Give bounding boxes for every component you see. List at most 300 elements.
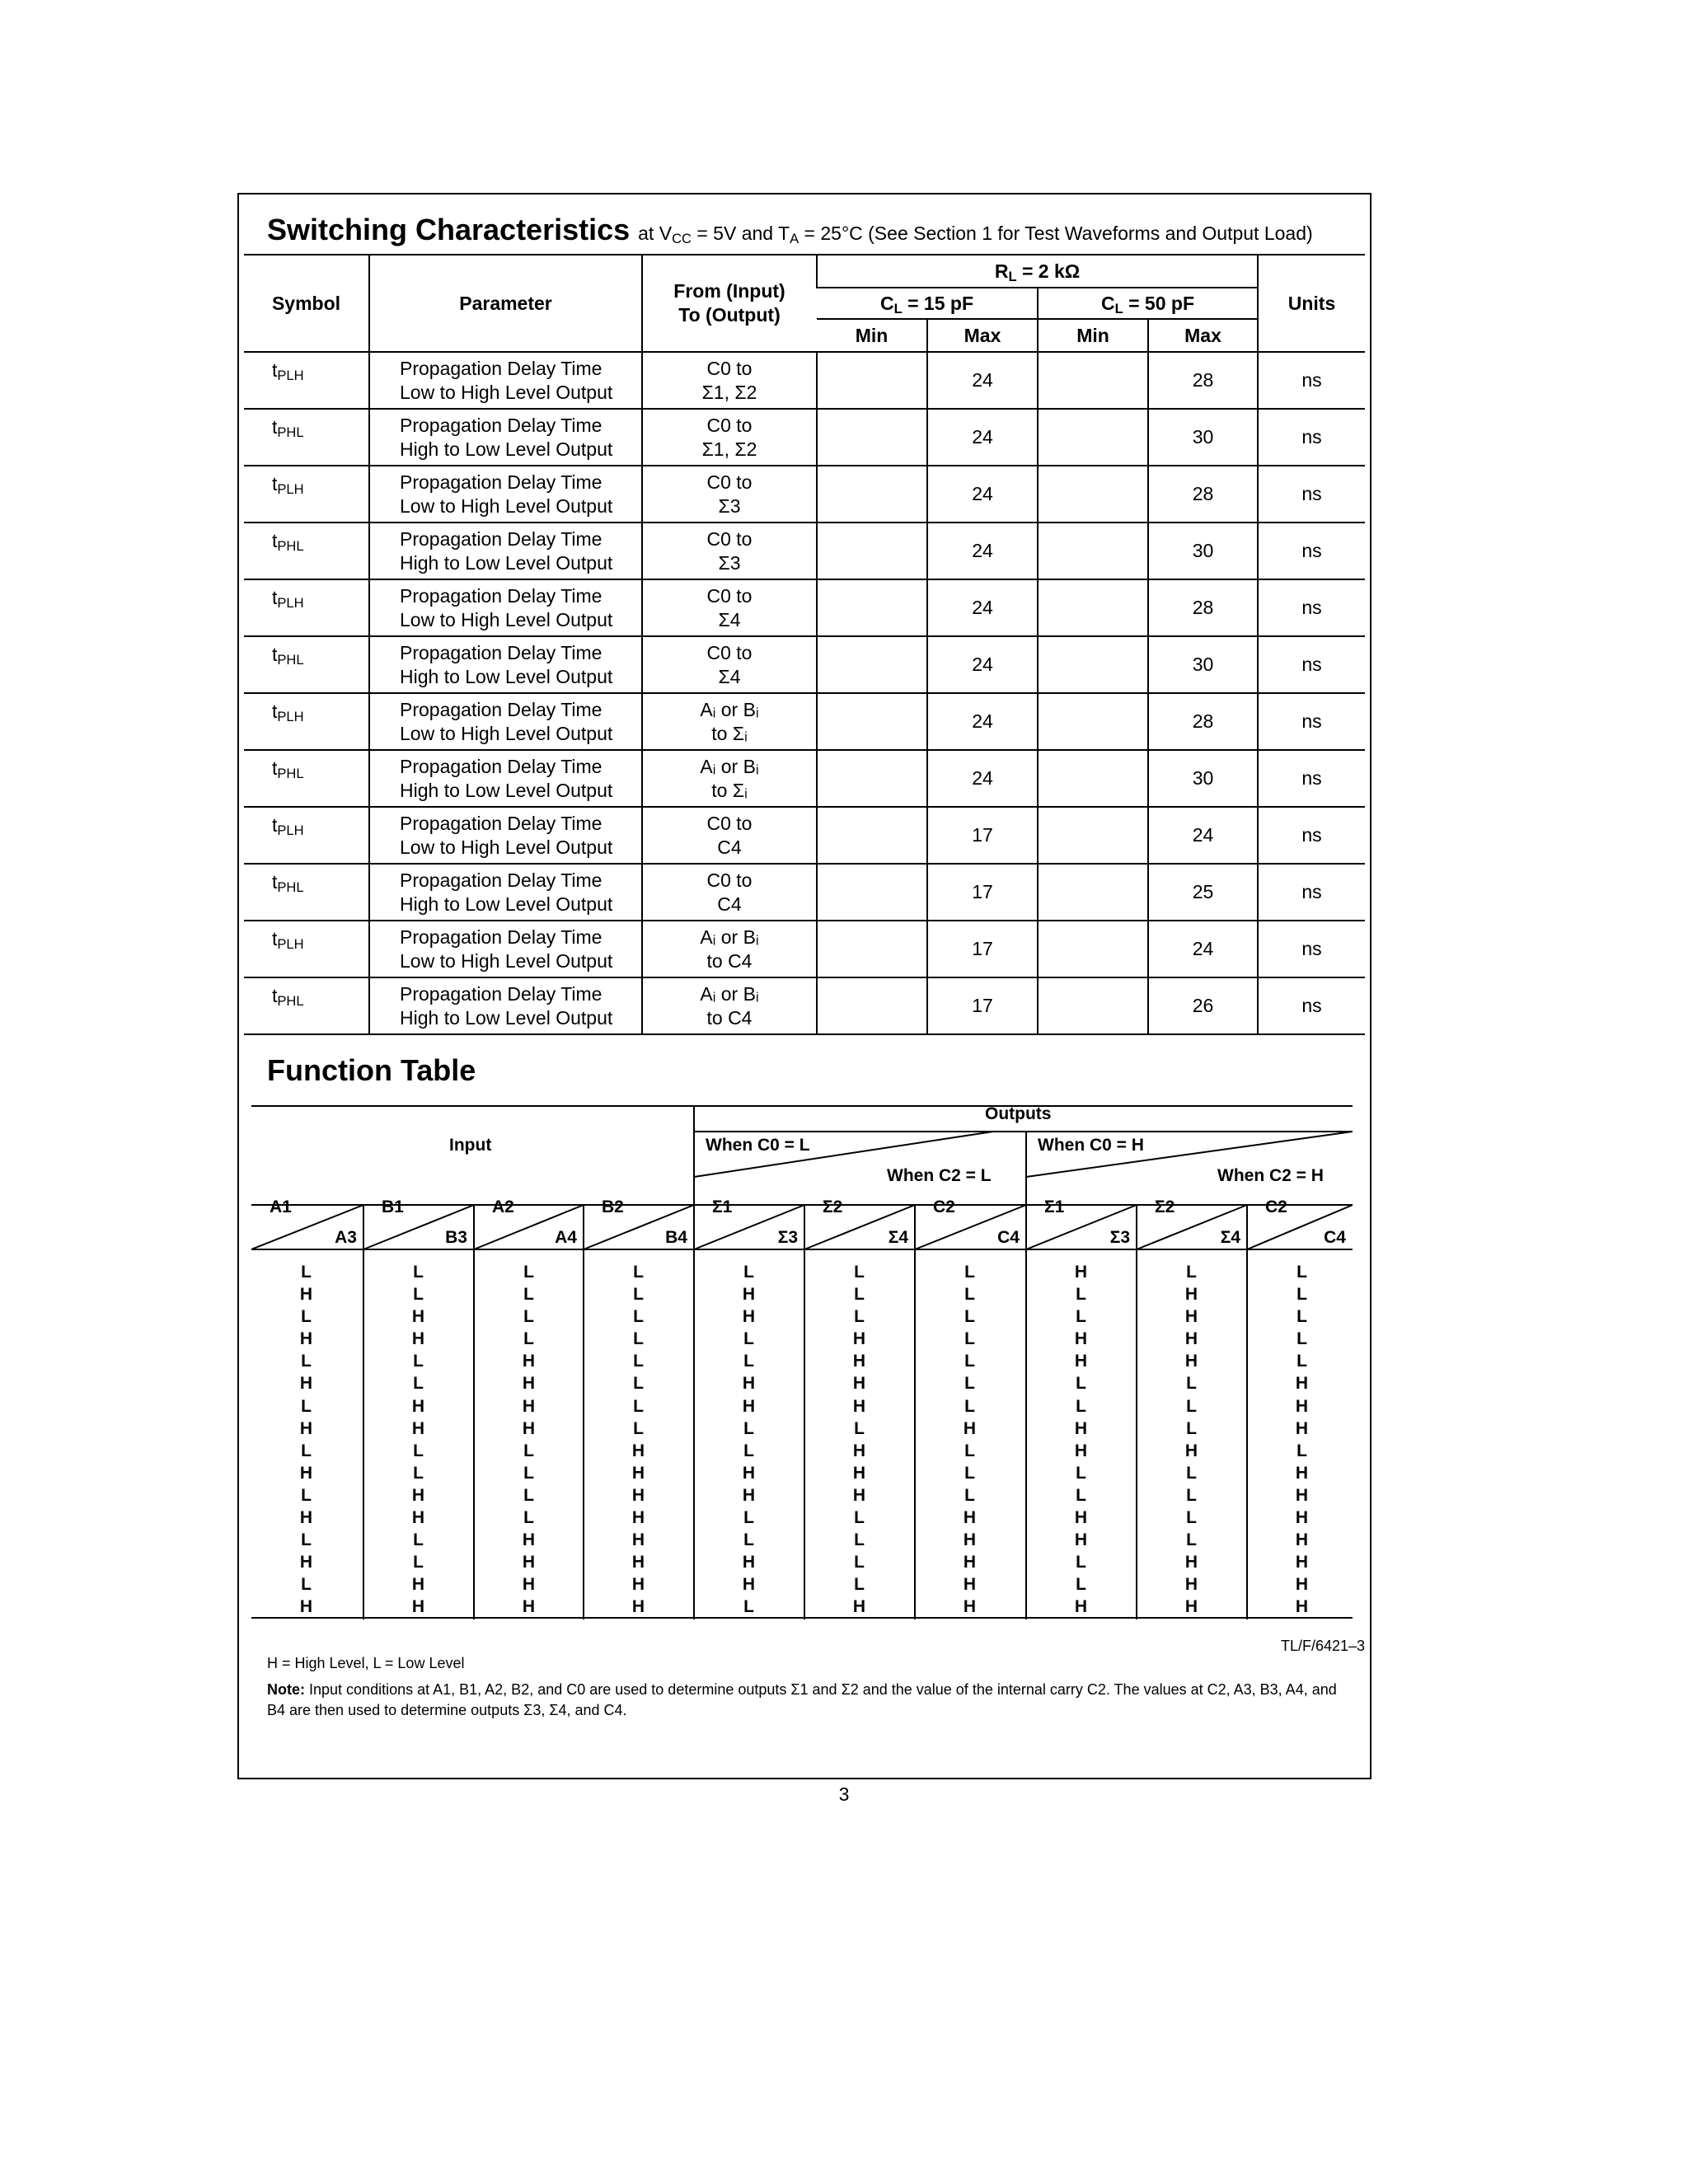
function-cell: H [1074, 1597, 1088, 1617]
function-column [694, 1261, 804, 1619]
function-column [251, 1261, 361, 1619]
column-header-top: C2 [1265, 1197, 1287, 1216]
function-cell: H [631, 1508, 645, 1528]
switching-table-header [244, 255, 1365, 352]
switching-row [244, 579, 1365, 636]
parameter-cell: Propagation Delay Time High to Low Level Output [369, 977, 642, 1034]
function-cell: H [522, 1396, 536, 1416]
parameter-cell: Propagation Delay Time Low to High Level Output [369, 466, 642, 523]
column-header-top: A1 [270, 1197, 292, 1216]
parameter-cell: Propagation Delay Time Low to High Level Output [369, 579, 642, 636]
max-15pf-cell: 24 [927, 352, 1038, 409]
column-header-bottom: B3 [445, 1228, 467, 1247]
function-cell: L [413, 1285, 424, 1305]
units-cell: ns [1258, 864, 1365, 921]
function-cell: L [301, 1307, 312, 1327]
column-header-bottom: Σ3 [777, 1228, 798, 1247]
function-cell: L [1296, 1441, 1307, 1460]
function-cell: H [742, 1307, 756, 1327]
function-cell: H [963, 1597, 977, 1617]
legend: H = High Level, L = Low Level [267, 1655, 465, 1671]
function-cell: L [1186, 1530, 1197, 1550]
min-15pf-cell [817, 409, 927, 466]
function-cell: L [523, 1307, 534, 1327]
function-cell: H [1184, 1441, 1198, 1460]
function-cell: L [743, 1263, 754, 1282]
symbol-cell: $t_{PHL}$ [272, 644, 304, 668]
function-cell: L [1186, 1485, 1197, 1505]
function-cell: H [631, 1530, 645, 1550]
header-max-50: Max [1148, 319, 1258, 352]
symbol-cell: $t_{PHL}$ [272, 985, 304, 1010]
from-to-cell: C0 to Σ4 [642, 636, 817, 693]
function-cell: H [1295, 1463, 1309, 1483]
function-cell: L [854, 1307, 865, 1327]
switching-row [244, 807, 1365, 864]
function-cell: H [1184, 1285, 1198, 1305]
function-cell: L [743, 1418, 754, 1438]
column-header-bottom: A4 [555, 1228, 577, 1247]
function-cell: H [1074, 1508, 1088, 1528]
function-cell: L [854, 1263, 865, 1282]
max-50pf-cell: 28 [1148, 579, 1258, 636]
function-cell: L [301, 1485, 312, 1505]
function-cell: L [523, 1285, 534, 1305]
min-50pf-cell [1038, 409, 1148, 466]
switching-heading: Switching Characteristics [267, 213, 631, 246]
function-cell: H [1184, 1597, 1198, 1617]
switching-row [244, 750, 1365, 807]
header-rl: $R_L = 2$ kΩ [817, 255, 1258, 288]
function-cell: L [633, 1307, 644, 1327]
parameter-cell: Propagation Delay Time Low to High Level Output [369, 921, 642, 977]
function-cell: H [742, 1575, 756, 1595]
note-text: Input conditions at A1, B1, A2, B2, and C0 are used to determine outputs Σ1 and Σ2 and the value of the internal carry C2. The values at C2, A3, B3, A4, and B4 are then used to determine outputs Σ3, Σ4, and C4. [267, 1681, 1337, 1718]
function-cell: L [1186, 1463, 1197, 1483]
parameter-cell: Propagation Delay Time High to Low Level Output [369, 636, 642, 693]
header-parameter: Parameter [369, 255, 642, 352]
function-cell: H [963, 1418, 977, 1438]
parameter-cell: Propagation Delay Time Low to High Level Output [369, 352, 642, 409]
function-cell: L [1296, 1307, 1307, 1327]
symbol-cell: $t_{PHL}$ [272, 757, 304, 782]
function-cell: H [852, 1485, 866, 1505]
min-15pf-cell [817, 636, 927, 693]
function-cell: L [854, 1553, 865, 1572]
max-50pf-cell: 30 [1148, 409, 1258, 466]
units-cell: ns [1258, 352, 1365, 409]
function-cell: H [299, 1374, 313, 1394]
function-cell: H [1074, 1329, 1088, 1349]
function-cell: H [742, 1396, 756, 1416]
units-cell: ns [1258, 523, 1365, 579]
function-cell: H [411, 1329, 425, 1349]
units-cell: ns [1258, 636, 1365, 693]
function-cell: H [631, 1463, 645, 1483]
function-cell: H [852, 1329, 866, 1349]
min-50pf-cell [1038, 352, 1148, 409]
function-cell: H [852, 1374, 866, 1394]
units-cell: ns [1258, 750, 1365, 807]
function-cell: L [413, 1530, 424, 1550]
function-cell: L [633, 1329, 644, 1349]
function-cell: L [964, 1463, 975, 1483]
switching-row [244, 921, 1365, 977]
when-c2-h-label: When C2 = H [1217, 1166, 1324, 1185]
function-cell: L [413, 1352, 424, 1371]
when-c0-h-label: When C0 = H [1038, 1136, 1144, 1155]
function-cell: L [964, 1374, 975, 1394]
function-cell: H [522, 1374, 536, 1394]
function-cell: L [413, 1263, 424, 1282]
min-50pf-cell [1038, 977, 1148, 1034]
header-units: Units [1258, 255, 1365, 352]
function-cell: H [742, 1285, 756, 1305]
function-cell: L [301, 1352, 312, 1371]
max-50pf-cell: 28 [1148, 466, 1258, 523]
from-to-cell: C0 to Σ4 [642, 579, 817, 636]
function-cell: L [1076, 1396, 1086, 1416]
function-cell: L [964, 1441, 975, 1460]
min-50pf-cell [1038, 693, 1148, 750]
switching-title [267, 213, 1313, 252]
function-cell: L [964, 1307, 975, 1327]
function-cell: H [522, 1352, 536, 1371]
function-cell: L [964, 1352, 975, 1371]
function-cell: H [1074, 1530, 1088, 1550]
function-cell: L [1296, 1263, 1307, 1282]
parameter-cell: Propagation Delay Time High to Low Level Output [369, 750, 642, 807]
function-cell: L [633, 1285, 644, 1305]
function-cell: L [854, 1575, 865, 1595]
function-cell: H [1295, 1508, 1309, 1528]
function-cell: L [743, 1329, 754, 1349]
max-50pf-cell: 30 [1148, 523, 1258, 579]
function-cell: H [299, 1418, 313, 1438]
function-cell: L [633, 1374, 644, 1394]
function-cell: L [523, 1485, 534, 1505]
units-cell: ns [1258, 579, 1365, 636]
function-cell: H [742, 1485, 756, 1505]
column-header-top: Σ2 [1155, 1197, 1175, 1216]
function-cell: L [1186, 1396, 1197, 1416]
outputs-label: Outputs [985, 1104, 1052, 1123]
symbol-cell: $t_{PLH}$ [272, 701, 304, 725]
units-cell: ns [1258, 977, 1365, 1034]
max-50pf-cell: 24 [1148, 921, 1258, 977]
function-cell: H [742, 1553, 756, 1572]
header-min-15: Min [855, 324, 889, 346]
min-15pf-cell [817, 466, 927, 523]
column-header-bottom: B4 [665, 1228, 687, 1247]
min-15pf-cell [817, 807, 927, 864]
function-cell: L [964, 1285, 975, 1305]
min-50pf-cell [1038, 864, 1148, 921]
switching-row [244, 523, 1365, 579]
units-cell: ns [1258, 466, 1365, 523]
symbol-cell: $t_{PLH}$ [272, 814, 304, 839]
function-cell: H [631, 1553, 645, 1572]
function-cell: H [1295, 1553, 1309, 1572]
max-15pf-cell: 24 [927, 693, 1038, 750]
max-15pf-cell: 24 [927, 466, 1038, 523]
function-cell: H [522, 1530, 536, 1550]
function-cell: L [743, 1508, 754, 1528]
max-15pf-cell: 24 [927, 636, 1038, 693]
min-50pf-cell [1038, 466, 1148, 523]
parameter-cell: Propagation Delay Time High to Low Level Output [369, 864, 642, 921]
function-cell: L [413, 1553, 424, 1572]
header-min-50: Min [1038, 319, 1148, 352]
function-cell: H [299, 1329, 313, 1349]
max-50pf-cell: 30 [1148, 750, 1258, 807]
function-cell: H [411, 1418, 425, 1438]
column-header-top: Σ1 [712, 1197, 733, 1216]
max-15pf-cell: 24 [927, 523, 1038, 579]
function-cell: L [523, 1463, 534, 1483]
function-column [1137, 1261, 1246, 1619]
function-cell: H [299, 1597, 313, 1617]
switching-row [244, 352, 1365, 409]
function-cell: H [299, 1463, 313, 1483]
function-cell: H [522, 1575, 536, 1595]
from-to-cell: C0 to C4 [642, 864, 817, 921]
parameter-cell: Propagation Delay Time High to Low Level Output [369, 523, 642, 579]
switching-table [244, 254, 1365, 1035]
function-cell: H [299, 1553, 313, 1572]
min-50pf-cell [1038, 636, 1148, 693]
function-cell: H [1184, 1553, 1198, 1572]
max-50pf-cell: 24 [1148, 807, 1258, 864]
function-cell: H [1074, 1418, 1088, 1438]
units-cell: ns [1258, 693, 1365, 750]
note [267, 1680, 1355, 1721]
function-cell: L [1076, 1463, 1086, 1483]
function-cell: L [1186, 1374, 1197, 1394]
min-50pf-cell [1038, 921, 1148, 977]
function-cell: L [633, 1263, 644, 1282]
function-cell: L [523, 1263, 534, 1282]
max-15pf-cell: 24 [927, 409, 1038, 466]
switching-row [244, 693, 1365, 750]
function-cell: L [743, 1530, 754, 1550]
function-column [474, 1261, 584, 1619]
function-cell: L [523, 1329, 534, 1349]
function-cell: L [743, 1597, 754, 1617]
units-cell: ns [1258, 409, 1365, 466]
from-to-cell: C0 to Σ1, Σ2 [642, 409, 817, 466]
function-cell: L [301, 1396, 312, 1416]
units-cell: ns [1258, 807, 1365, 864]
function-cell: L [301, 1441, 312, 1460]
function-cell: L [1186, 1263, 1197, 1282]
max-15pf-cell: 17 [927, 921, 1038, 977]
min-15pf-cell [817, 523, 927, 579]
function-cell: L [1076, 1374, 1086, 1394]
header-from-to: From (Input) To (Output) [642, 255, 817, 352]
max-50pf-cell: 25 [1148, 864, 1258, 921]
max-15pf-cell: 24 [927, 750, 1038, 807]
symbol-cell: $t_{PLH}$ [272, 587, 304, 612]
function-cell: H [1295, 1418, 1309, 1438]
column-header-bottom: Σ4 [888, 1228, 908, 1247]
function-cell: L [1296, 1285, 1307, 1305]
from-to-cell: C0 to C4 [642, 807, 817, 864]
function-cell: L [1186, 1418, 1197, 1438]
function-cell: L [1186, 1508, 1197, 1528]
function-cell: H [1295, 1575, 1309, 1595]
function-cell: L [743, 1352, 754, 1371]
header-cl-50pf: $C_L = 50$ pF [1038, 288, 1258, 319]
function-cell: H [1184, 1352, 1198, 1371]
symbol-cell: $t_{PLH}$ [272, 928, 304, 953]
function-cell: L [854, 1530, 865, 1550]
column-header-top: Σ1 [1044, 1197, 1065, 1216]
column-header-bottom: A3 [335, 1228, 357, 1247]
function-cell: H [1295, 1530, 1309, 1550]
column-header-bottom: C4 [1324, 1228, 1346, 1247]
function-cell: H [631, 1485, 645, 1505]
parameter-cell: Propagation Delay Time High to Low Level Output [369, 409, 642, 466]
function-cell: L [523, 1508, 534, 1528]
symbol-cell: $t_{PHL}$ [272, 416, 304, 441]
function-cell: H [742, 1463, 756, 1483]
function-cell: H [631, 1575, 645, 1595]
function-cell: H [963, 1553, 977, 1572]
function-cell: H [852, 1396, 866, 1416]
function-cell: H [852, 1441, 866, 1460]
function-cell: L [1296, 1352, 1307, 1371]
function-column [584, 1261, 693, 1619]
parameter-cell: Propagation Delay Time Low to High Level Output [369, 807, 642, 864]
max-50pf-cell: 28 [1148, 693, 1258, 750]
function-column [1247, 1261, 1357, 1619]
function-cell: L [964, 1329, 975, 1349]
column-header-bottom: Σ4 [1220, 1228, 1240, 1247]
function-cell: H [963, 1508, 977, 1528]
function-cell: H [631, 1441, 645, 1460]
function-cell: H [522, 1597, 536, 1617]
function-cell: L [413, 1463, 424, 1483]
function-cell: L [964, 1263, 975, 1282]
min-50pf-cell [1038, 750, 1148, 807]
note-label: Note: [267, 1681, 305, 1698]
max-15pf-cell: 17 [927, 977, 1038, 1034]
min-50pf-cell [1038, 807, 1148, 864]
switching-table-body [244, 352, 1365, 1034]
function-table-title: Function Table [267, 1053, 476, 1087]
from-to-cell: Aᵢ or Bᵢ to C4 [642, 921, 817, 977]
function-cell: H [411, 1575, 425, 1595]
function-cell: H [852, 1597, 866, 1617]
min-15pf-cell [817, 693, 927, 750]
figure-code: TL/F/6421–3 [1281, 1638, 1366, 1654]
function-cell: L [1076, 1485, 1086, 1505]
switching-row [244, 864, 1365, 921]
column-header-bottom: C4 [997, 1228, 1020, 1247]
function-cell: H [852, 1352, 866, 1371]
function-cell: H [631, 1597, 645, 1617]
function-cell: L [854, 1508, 865, 1528]
function-cell: H [411, 1597, 425, 1617]
function-cell: L [523, 1441, 534, 1460]
max-50pf-cell: 28 [1148, 352, 1258, 409]
function-cell: H [1184, 1575, 1198, 1595]
symbol-cell: $t_{PLH}$ [272, 359, 304, 384]
switching-conditions: at $V_{CC} = 5V$ and $T_A = 25^\circ C$ (See Section 1 for Test Waveforms and Output Load) [638, 223, 1313, 247]
function-cell: L [633, 1352, 644, 1371]
function-cell: L [413, 1374, 424, 1394]
function-cell: H [1074, 1263, 1088, 1282]
column-header-top: Σ2 [823, 1197, 843, 1216]
function-cell: H [1295, 1485, 1309, 1505]
symbol-cell: $t_{PHL}$ [272, 871, 304, 896]
function-cell: H [963, 1530, 977, 1550]
page-number: 3 [838, 1783, 850, 1805]
max-15pf-cell: 24 [927, 579, 1038, 636]
from-to-cell: C0 to Σ3 [642, 466, 817, 523]
function-cell: H [1184, 1329, 1198, 1349]
header-max-15: Max [927, 319, 1038, 352]
function-column [804, 1261, 914, 1619]
function-cell: H [742, 1374, 756, 1394]
column-header-top: C2 [933, 1197, 955, 1216]
min-15pf-cell [817, 977, 927, 1034]
switching-row [244, 977, 1365, 1034]
function-cell: L [1076, 1285, 1086, 1305]
function-cell: L [1076, 1575, 1086, 1595]
max-15pf-cell: 17 [927, 807, 1038, 864]
function-cell: L [633, 1418, 644, 1438]
function-cell: H [1295, 1374, 1309, 1394]
min-15pf-cell [817, 921, 927, 977]
from-to-cell: Aᵢ or Bᵢ to Σᵢ [642, 750, 817, 807]
function-cell: H [1295, 1396, 1309, 1416]
function-cell: H [411, 1396, 425, 1416]
max-50pf-cell: 30 [1148, 636, 1258, 693]
min-15pf-cell [817, 579, 927, 636]
function-cell: L [1076, 1553, 1086, 1572]
function-column [915, 1261, 1025, 1619]
function-column [363, 1261, 473, 1619]
function-cell: L [854, 1418, 865, 1438]
column-header-bottom: Σ3 [1109, 1228, 1130, 1247]
min-50pf-cell [1038, 523, 1148, 579]
switching-row [244, 636, 1365, 693]
column-header-top: B2 [602, 1197, 624, 1216]
from-to-cell: Aᵢ or Bᵢ to Σᵢ [642, 693, 817, 750]
max-50pf-cell: 26 [1148, 977, 1258, 1034]
function-cell: H [963, 1575, 977, 1595]
from-to-cell: C0 to Σ3 [642, 523, 817, 579]
function-cell: H [411, 1508, 425, 1528]
min-15pf-cell [817, 750, 927, 807]
function-cell: L [633, 1396, 644, 1416]
min-15pf-cell [817, 352, 927, 409]
max-15pf-cell: 17 [927, 864, 1038, 921]
min-15pf-cell [817, 864, 927, 921]
function-cell: H [522, 1418, 536, 1438]
function-cell: H [299, 1508, 313, 1528]
function-cell: H [1074, 1441, 1088, 1460]
function-cell: L [964, 1485, 975, 1505]
header-cl-15pf: $C_L = 15$ pF [817, 288, 1038, 319]
units-cell: ns [1258, 921, 1365, 977]
function-cell: L [854, 1285, 865, 1305]
function-cell: H [411, 1485, 425, 1505]
when-c2-l-label: When C2 = L [887, 1166, 992, 1185]
min-50pf-cell [1038, 579, 1148, 636]
